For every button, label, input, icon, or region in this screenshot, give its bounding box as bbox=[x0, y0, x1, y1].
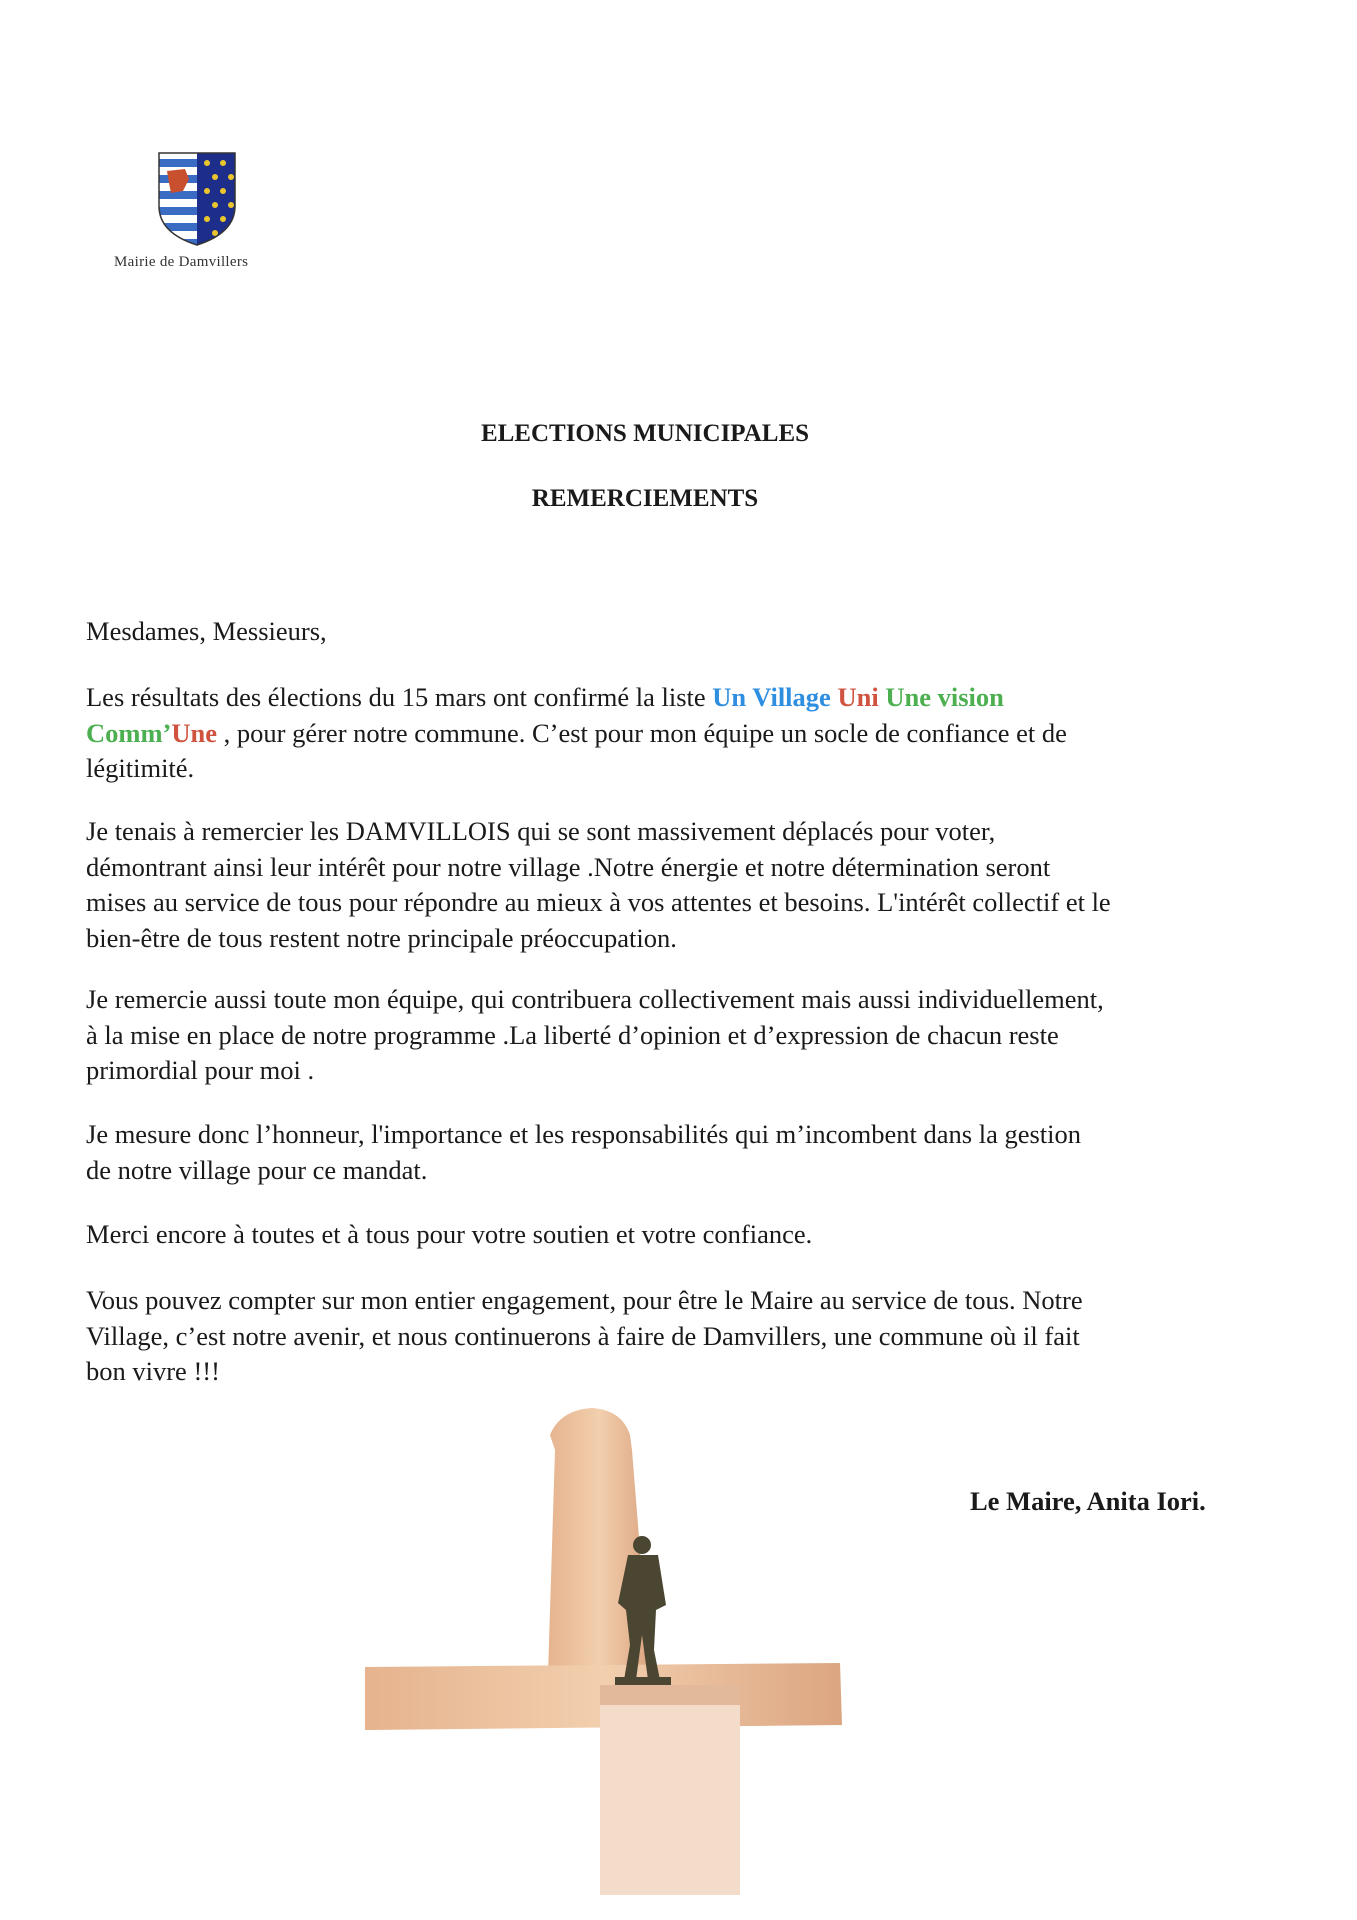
text-line: Je remercie aussi toute mon équipe, qui contribuera collectivement mais aussi individuellement, bbox=[86, 984, 1104, 1014]
paragraph-thanks-voters bbox=[86, 814, 1286, 956]
text-line: mises au service de tous pour répondre au mieux à vos attentes et besoins. L'intérêt collectif et le bbox=[86, 887, 1111, 917]
paragraph-thanks-team bbox=[86, 982, 1286, 1089]
paragraph-responsibilities bbox=[86, 1117, 1286, 1188]
results-text: Les résultats des élections du 15 mars ont confirmé la liste bbox=[86, 682, 713, 712]
text-line: Merci encore à toutes et à tous pour votre soutien et votre confiance. bbox=[86, 1219, 813, 1249]
list-name-une-vision: Une vision bbox=[885, 682, 1004, 712]
logo-caption: Mairie de Damvillers bbox=[114, 254, 249, 270]
text-line: bien-être de tous restent notre principale préoccupation. bbox=[86, 922, 677, 953]
paragraph-results bbox=[86, 680, 1286, 787]
paragraph-merci bbox=[86, 1217, 1286, 1253]
list-name-uni: Uni bbox=[837, 682, 879, 712]
text-line: Vous pouvez compter sur mon entier engagement, pour être le Maire au service de tous. Notre bbox=[86, 1285, 1083, 1315]
list-name-un-village: Un Village bbox=[712, 682, 831, 712]
list-name-une: Une bbox=[171, 717, 218, 748]
coat-of-arms-logo bbox=[157, 151, 237, 247]
salutation: Mesdames, Messieurs, bbox=[86, 616, 327, 646]
text-line: Je mesure donc l’honneur, l'importance et les responsabilités qui m’incombent dans la gestion bbox=[86, 1119, 1082, 1149]
list-name-comm: Comm’ bbox=[86, 717, 172, 748]
document-subtitle: REMERCIEMENTS bbox=[531, 485, 759, 512]
results-text-3: légitimité. bbox=[86, 753, 195, 783]
text-line: Village, c’est notre avenir, et nous continuerons à faire de Damvillers, une commune où il fait bbox=[86, 1320, 1080, 1351]
results-text-2: , pour gérer notre commune. C’est pour mon équipe un socle de confiance et de bbox=[217, 717, 1067, 748]
text-line: de notre village pour ce mandat. bbox=[86, 1154, 428, 1185]
text-line: démontrant ainsi leur intérêt pour notre village .Notre énergie et notre détermination seront bbox=[86, 851, 1051, 882]
paragraph-engagement bbox=[86, 1283, 1286, 1390]
monument-image bbox=[360, 1405, 850, 1895]
text-line: Je tenais à remercier les DAMVILLOIS qui se sont massivement déplacés pour voter, bbox=[86, 816, 996, 846]
text-line: primordial pour moi . bbox=[86, 1055, 315, 1085]
text-line: à la mise en place de notre programme .La liberté d’opinion et d’expression de chacun reste bbox=[86, 1019, 1059, 1050]
document-title: ELECTIONS MUNICIPALES bbox=[480, 420, 810, 447]
signature: Le Maire, Anita Iori. bbox=[970, 1486, 1206, 1516]
text-line: bon vivre !!! bbox=[86, 1356, 220, 1386]
